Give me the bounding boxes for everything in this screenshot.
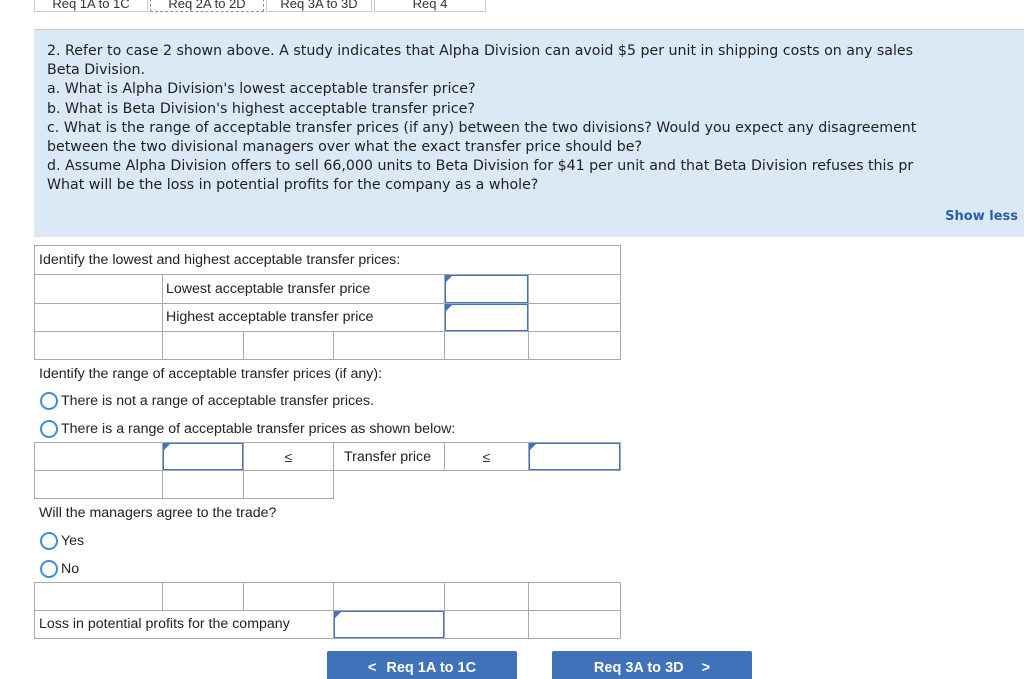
tab-req-1a-1c[interactable]: Req 1A to 1C: [34, 0, 148, 12]
loss-label: Loss in potential profits for the company: [39, 616, 290, 632]
table-cell: [34, 331, 163, 360]
tab-req-2a-2d[interactable]: Req 2A to 2D: [150, 0, 264, 12]
next-req-button[interactable]: [552, 651, 752, 679]
highest-price-input[interactable]: [445, 304, 528, 331]
section3-heading: Will the managers agree to the trade?: [39, 505, 277, 521]
lowest-price-input[interactable]: [445, 275, 528, 303]
table-cell: [444, 610, 529, 639]
table-cell: [528, 331, 621, 360]
question-line: c. What is the range of acceptable transfer prices (if any) between the two divisions? Would you expect any disagreement: [47, 119, 917, 136]
question-line: a. What is Alpha Division's lowest acceptable transfer price?: [47, 81, 476, 98]
table-cell: [34, 582, 163, 611]
table-cell: [34, 303, 163, 332]
no-range-label: There is not a range of acceptable transfer prices.: [61, 393, 375, 409]
tab-req-3a-3d[interactable]: Req 3A to 3D: [266, 0, 372, 12]
question-line: Beta Division.: [47, 62, 145, 79]
question-line: b. What is Beta Division's highest acceptable transfer price?: [47, 100, 475, 117]
table-cell: [243, 470, 334, 499]
prev-req-button[interactable]: [327, 651, 517, 679]
tab-req-4[interactable]: Req 4: [374, 0, 486, 12]
section2-heading: Identify the range of acceptable transfer prices (if any):: [39, 366, 383, 382]
next-req-label: Req 3A to 3D: [593, 660, 684, 676]
question-line: 2. Refer to case 2 shown above. A study indicates that Alpha Division can avoid $5 per unit in shipping costs on any sales: [47, 43, 914, 59]
highest-price-label: Highest acceptable transfer price: [166, 309, 374, 325]
less-equal-symbol-2: ≤: [482, 449, 491, 465]
table-cell: [333, 582, 445, 611]
range-radio[interactable]: [40, 420, 58, 438]
question-line: d. Assume Alpha Division offers to sell 66,000 units to Beta Division for $41 per unit and that Beta Division refuses this pr: [47, 158, 914, 175]
question-line: What will be the loss in potential profits for the company as a whole?: [47, 177, 539, 194]
question-line: between the two divisional managers over what the exact transfer price should be?: [47, 139, 642, 156]
table-cell: [528, 582, 621, 611]
table-cell: [34, 274, 163, 304]
yes-radio[interactable]: [40, 532, 58, 550]
chevron-left-icon: <: [367, 660, 377, 676]
table-cell: [34, 470, 163, 499]
no-label: No: [61, 561, 80, 577]
table-cell: [528, 303, 621, 332]
yes-label: Yes: [61, 533, 85, 549]
no-radio[interactable]: [40, 560, 58, 578]
lowest-price-label: Lowest acceptable transfer price: [166, 281, 371, 297]
prev-req-label: Req 1A to 1C: [386, 660, 477, 676]
loss-input[interactable]: [334, 611, 444, 638]
table-cell: [444, 582, 529, 611]
less-equal-symbol-1: ≤: [284, 449, 293, 465]
table-cell: [243, 331, 334, 360]
table-cell: [243, 582, 334, 611]
table-cell: [34, 442, 163, 471]
table-cell: [444, 331, 529, 360]
question-panel: [34, 30, 1024, 237]
table-cell: [162, 331, 244, 360]
chevron-right-icon: >: [701, 660, 711, 676]
table-cell: [333, 331, 445, 360]
transfer-price-label: Transfer price: [344, 449, 431, 465]
range-upper-input[interactable]: [529, 443, 620, 470]
show-less-link[interactable]: Show less: [945, 209, 1018, 224]
range-label: There is a range of acceptable transfer prices as shown below:: [61, 421, 456, 437]
table-cell: [528, 610, 621, 639]
table-cell: [528, 274, 621, 304]
range-lower-input[interactable]: [163, 443, 243, 470]
no-range-radio[interactable]: [40, 392, 58, 410]
section1-heading: Identify the lowest and highest acceptable transfer prices:: [39, 252, 401, 268]
table-cell: [162, 470, 244, 499]
table-cell: [162, 582, 244, 611]
